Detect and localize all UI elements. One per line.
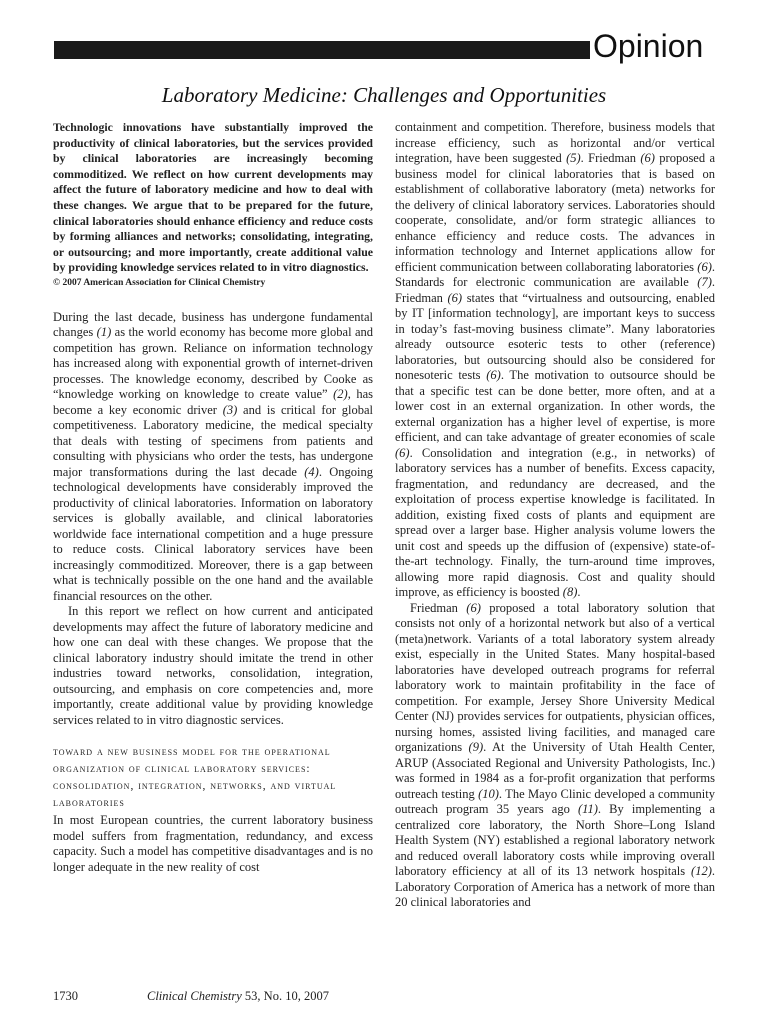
citation: (2) [333, 387, 348, 402]
section-bar [54, 41, 590, 59]
page-number: 1730 [53, 989, 78, 1003]
body-paragraph-3: In most European countries, the current laboratory business model suffers from fragmentation, redundancy, and excess capacity. Such a model has competitive disadvantages and is no longer adequate in the new reality of cost [53, 813, 373, 874]
journal-citation [147, 989, 329, 1004]
citation: (6) [466, 600, 481, 615]
right-column [395, 120, 715, 911]
citation: (6) [640, 151, 655, 165]
body-paragraph-1: During the last decade, business has undergone fundamental changes (1) as the world economy has become more global and competition has grown. Reliance on information technology has increased along with exponential growth of internet-driven processes. The knowledge economy, described by Cooke as “knowledge working on knowledge to create value” (2), has become a key economic driver (3) and is critical for global competitiveness. Laboratory medicine, the medical specialty that deals with testing of specimens from patients and consulting with physicians who order the tests, has undergone major transformations during the last decade (4). Ongoing technological developments have considerably improved the productivity of clinical laboratories. Information on laboratory services is globally available, and clinical laboratories worldwide face international competition and a huge pressure to reduce costs. Clinical laboratory services have been increasingly commoditized. Moreover, there is a gap between what is technically possible on the one hand and the available financial resources on the other. [53, 309, 374, 603]
citation: (9) [468, 740, 484, 754]
citation: (5) [566, 151, 581, 165]
citation: (6) [486, 368, 501, 382]
section-heading: toward a new business model for the operational organization of clinical laboratory services: consolidation, integration, networks, and virtual laboratories [53, 746, 337, 810]
citation: (8) [562, 585, 578, 599]
citation: (1) [96, 325, 112, 340]
volume-issue: 53, No. 10, 2007 [241, 989, 329, 1003]
body-paragraph-2: In this report we reflect on how current and anticipated developments may affect the future of laboratory medicine and how one can deal with these changes. We propose that the clinical laboratory industry should imitate the trend in other industries toward networks, consolidation, integration, outsourcing, and emphasis on core competencies and, more importantly, create additional value by providing knowledge services related to in vitro diagnostic services. [53, 604, 373, 727]
citation: (7) [697, 275, 712, 289]
article-title: Laboratory Medicine: Challenges and Opportunities [161, 83, 607, 107]
citation: (6) [395, 445, 410, 460]
citation: (4) [304, 464, 319, 479]
citation: (6) [447, 290, 463, 305]
citation: (3) [222, 402, 238, 417]
left-column [53, 120, 373, 875]
citation: (10) [478, 786, 499, 801]
abstract: Technologic innovations have substantially improved the productivity of clinical laboratories, but the services provided by clinical laboratories are increasingly becoming commoditized. We reflect on how current developments may affect the future of laboratory medicine and how to deal with these changes. We argue that to be prepared for the future, clinical laboratories should enhance efficiency and reduce costs by forming alliances and networks; consolidating, integrating, or outsourcing; and more importantly, create additional value by providing knowledge services related to in vitro diagnostics. [53, 120, 373, 275]
copyright-notice: © 2007 American Association for Clinical Chemistry [53, 277, 266, 288]
citation: (11) [577, 802, 598, 816]
journal-name: Clinical Chemistry [147, 989, 242, 1003]
citation: (12) [691, 864, 712, 878]
section-label: Opinion [593, 28, 704, 64]
body-paragraph-5: Friedman (6) proposed a total laboratory solution that consists not only of a horizontal network but also of a vertical (meta)network. Variants of a total laboratory system already exist, especially in the United States. Many hospital-based laboratories have developed outreach programs for referral laboratory work to maintain profitability in the face of competition. For example, Jersey Shore University Medical Center (NJ) provides services for outpatients, physician offices, nursing homes, assisted living facilities, and managed care organizations (9). At the University of Utah Health Center, ARUP (Associated Regional and University Pathologists, Inc.) was formed in 1984 as a for-profit organization that performs outreach testing (10). The Mayo Clinic developed a community outreach program 35 years ago (11). By implementing a centralized core laboratory, the North Shore–Long Island Health System (NY) established a regional laboratory network and reduced overall laboratory costs while improving overall laboratory efficiency at all of its 13 network hospitals (12). Laboratory Corporation of America has a network of more than 20 clinical laboratories and [395, 600, 716, 909]
body-paragraph-4: containment and competition. Therefore, business models that increase efficiency, such as horizontal and/or vertical integration, have been suggested (5). Friedman (6) proposed a business model for clinical laboratories that is based on establishment of collaborative laboratory (meta) networks for the delivery of clinical laboratory services. Laboratories should cooperate, consolidate, and/or form strategic alliances to enhance efficiency and reduce costs. The advances in information technology and Internet applications allow for efficient communication between collaborating laboratories (6). Standards for electronic communication are available (7). Friedman (6) states that “virtualness and outsourcing, enabled by IT [information technology], are important keys to success in today’s fast-moving business climate”. Many laboratories already outsource esoteric tests to other (reference) laboratories, but outsourcing should also be considered for nonesoteric tests (6). The motivation to outsource should be that a specific test can be done better, more often, and at a lower cost in an external organization. In other words, the external organization has a higher level of expertise, is more efficient, and can take advantage of greater economies of scale (6). Consolidation and integration (e.g., in networks) of laboratory services has a number of benefits. Excess capacity, fragmentation, and redundancy are decreased, and the exploitation of process expertise knowledge is facilitated. In addition, existing fixed costs of plants and equipment are spread over a larger base. Higher analysis volume lowers the unit cost and speeds up the diffusion of (expensive) state-of-the-art technology. Finally, the turn-around time improves, allowing more rapid diagnosis. Cost and quality should improve, as efficiency is boosted (8). [395, 120, 715, 599]
citation: (6) [697, 259, 712, 274]
